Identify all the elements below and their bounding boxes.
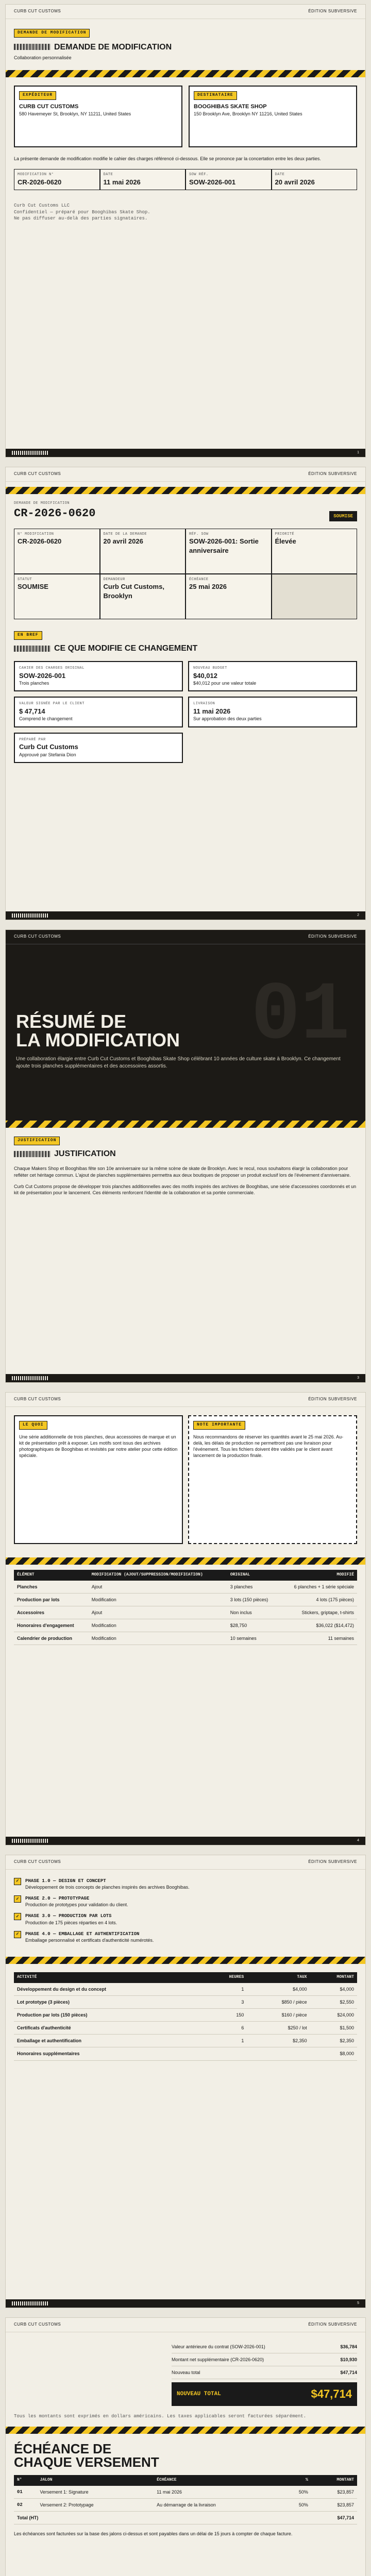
sheet-header: [6, 1855, 365, 1870]
brand-label: CURB CUT CUSTOMS: [14, 1397, 61, 1401]
brand-label: CURB CUT CUSTOMS: [14, 2322, 61, 2327]
column-header: MODIFICATION (AJOUT/SUPPRESSION/MODIFICATION): [89, 1570, 227, 1581]
hero-lead: Une collaboration élargie entre Curb Cut Customs et Booghibas Skate Shop célébrant 10 années de culture skate à Brooklyn. Ce changement ajoute trois planches supplémentaires et des accessoires assortis.: [16, 1056, 341, 1069]
sheet-header: [6, 5, 365, 19]
schedule-title-2: CHAQUE VERSEMENT: [14, 2454, 159, 2470]
total-line: Nouveau total $47,714: [172, 2366, 357, 2379]
total-line: Montant net supplémentaire (CR-2026-0620) $10,930: [172, 2353, 357, 2366]
hazard-stripe: [6, 1957, 365, 1964]
justification-tag: JUSTIFICATION: [14, 1137, 60, 1145]
note-card: [188, 1415, 357, 1544]
table-row: Certificats d'authenticité 6 $250 / lot $1,500: [14, 2022, 357, 2035]
justification-p2: Curb Cut Customs propose de développer trois planches additionnelles avec des motifs inspirés des archives de Booghibas, une série d'accessoires coordonnés et un kit de présentation pour le lancement. Ces éléments renforcent l'identité de la collaboration et sa portée commerciale.: [14, 1183, 357, 1195]
column-header: ÉLÉMENT: [14, 1570, 89, 1581]
table-row: 01 Versement 1: Signature 11 mai 2026 50% $23,857: [14, 2486, 357, 2499]
sheet-cover: [5, 4, 366, 457]
schedule-table: [14, 2475, 357, 2524]
column-header: JALON: [37, 2475, 154, 2486]
recipient-name: BOOGHIBAS SKATE SHOP: [194, 104, 267, 110]
edition-label: ÉDITION SUBVERSIVE: [308, 2322, 357, 2327]
column-header: ACTIVITÉ: [14, 1972, 205, 1983]
table-row: Développement du design et du concept 1 $4,000 $4,000: [14, 1983, 357, 1996]
section-tag: EN BREF: [14, 631, 42, 640]
sheet-header: [6, 930, 365, 944]
edition-label: ÉDITION SUBVERSIVE: [308, 9, 357, 13]
info-cell: PRIORITÉ Élevée: [272, 529, 358, 574]
info-cell: RÉF. SOW SOW-2026-001: Sortie anniversaire: [185, 529, 272, 574]
hero-block: [6, 930, 365, 1121]
table-row: Production par lots (150 pièces) 150 $160 / pièce $24,000: [14, 2009, 357, 2022]
barcode-icon: [12, 1376, 48, 1380]
column-header: %: [281, 2475, 311, 2486]
sheet-rationale: [5, 929, 366, 1383]
hero-watermark: 01: [250, 970, 350, 1063]
info-cell: ÉCHÉANCE 25 mai 2026: [185, 574, 272, 619]
brand-label: CURB CUT CUSTOMS: [14, 1859, 61, 1864]
check-icon: ✓: [14, 1878, 21, 1885]
sheet-footer: 5: [6, 2299, 365, 2308]
grand-total: NOUVEAU TOTAL $47,714: [172, 2382, 357, 2406]
table-row: Accessoires Ajout Non inclus Stickers, griptape, t-shirts: [14, 1606, 357, 1619]
justification-p1: Chaque Makers Shop et Booghibas fête son 10e anniversaire sur la même scène de skate de Brooklyn. Avec le recul, nous souhaitons élargir la collaboration pour refléter cet héritage commun. L'ajout de planches supplémentaires permettra aux deux boutiques de proposer un produit exclusif lors de l'événement d'anniversaire.: [14, 1166, 351, 1178]
recipient-address: 150 Brooklyn Ave, Brooklyn NY 11216, United States: [194, 111, 302, 116]
table-row: Calendrier de production Modification 10 semaines 11 semaines: [14, 1632, 357, 1645]
hazard-stripe: [6, 487, 365, 494]
info-cell: DATE DE LA DEMANDE 20 avril 2026: [100, 529, 186, 574]
phase-item: ✓ PHASE 2.0 — PROTOTYPAGE Production de prototypes pour validation du client.: [14, 1895, 357, 1908]
justification-title: JUSTIFICATION: [54, 1149, 116, 1158]
table-row: 02 Versement 2: Prototypage Au démarrage de la livraison 50% $23,857: [14, 2498, 357, 2511]
sheet-header: [6, 467, 365, 482]
recipient-label: DESTINATAIRE: [194, 91, 237, 100]
field-cell: DATE 20 avril 2026: [272, 169, 358, 190]
hero-title-1: RÉSUMÉ DE: [16, 1011, 127, 1032]
column-header: ORIGINAL: [227, 1570, 279, 1581]
info-cell: DEMANDEUR Curb Cut Customs, Brooklyn: [100, 574, 186, 619]
sheet-scope: [5, 1392, 366, 1845]
hero-title-2: LA MODIFICATION: [16, 1029, 180, 1050]
barcode-icon: [12, 1839, 48, 1843]
barcode-icon: [12, 2301, 48, 2306]
sheet-summary: [5, 467, 366, 920]
check-icon: ✓: [14, 1913, 21, 1920]
total-line: Valeur antérieure du contrat (SOW-2026-001) $36,784: [172, 2341, 357, 2353]
sender-name: CURB CUT CUSTOMS: [19, 104, 79, 110]
table-row: Planches Ajout 3 planches 6 planches + 1 série spéciale: [14, 1581, 357, 1594]
sheet-header: [6, 1393, 365, 1407]
column-header: MONTANT: [310, 1972, 357, 1983]
barcode-icon: [12, 913, 48, 918]
phase-item: ✓ PHASE 1.0 — DESIGN ET CONCEPT Développement de trois concepts de planches inspirés des archives Booghibas.: [14, 1878, 357, 1890]
table-row: Honoraires supplémentaires $8,000: [14, 2047, 357, 2060]
changes-table: [14, 1570, 357, 1646]
column-header: MONTANT: [311, 2475, 357, 2486]
what-card: [14, 1415, 183, 1544]
sheet-header: [6, 2318, 365, 2332]
cover-note: Curb Cut Customs LLC Confidentiel — préparé pour Booghibas Skate Shop. Ne pas diffuser au-delà des parties signataires.: [14, 203, 150, 221]
hazard-stripe: [6, 70, 365, 77]
column-header: N°: [14, 2475, 37, 2486]
table-row: Lot prototype (3 pièces) 3 $850 / pièce $2,550: [14, 1995, 357, 2008]
summary-card: VALEUR SIGNÉE PAR LE CLIENT $ 47,714 Comprend le changement: [14, 697, 183, 727]
sender-address: 580 Havemeyer St, Brooklyn, NY 11211, United States: [19, 111, 131, 116]
schedule-footer-text: Les échéances sont facturées sur la base des jalons ci-dessus et sont payables dans un délai de 15 jours à compter de chaque facture.: [14, 2531, 293, 2537]
sheet-footer: 4: [6, 1837, 365, 1845]
edition-label: ÉDITION SUBVERSIVE: [308, 1859, 357, 1864]
edition-label: ÉDITION SUBVERSIVE: [308, 1397, 357, 1401]
summary-card: PRÉPARÉ PAR Curb Cut Customs Approuvé par Stefania Dion: [14, 733, 183, 763]
edition-label: ÉDITION SUBVERSIVE: [308, 934, 357, 939]
table-row: Production par lots Modification 3 lots (150 pièces) 4 lots (175 pièces): [14, 1593, 357, 1606]
barcode-icon: [14, 44, 50, 50]
sheet-phases: [5, 1855, 366, 2308]
sender-box: [14, 86, 182, 147]
status-badge: SOUMISE: [329, 511, 357, 521]
brand-label: CURB CUT CUSTOMS: [14, 471, 61, 476]
total-note: Tous les montants sont exprimés en dollars américains. Les taxes applicables seront facturées séparément.: [14, 2413, 307, 2419]
summary-card: CAHIER DES CHARGES ORIGINAL SOW-2026-001 Trois planches: [14, 661, 183, 691]
schedule-title-1: ÉCHÉANCE DE: [14, 2441, 112, 2457]
info-cell: N° MODIFICATION CR-2026-0620: [14, 529, 100, 574]
hazard-stripe: [6, 1557, 365, 1565]
field-cell: MODIFICATION N° CR-2026-0620: [14, 169, 100, 190]
brand-label: CURB CUT CUSTOMS: [14, 9, 61, 13]
what-title: LE QUOI: [19, 1421, 47, 1430]
cover-title: DEMANDE DE MODIFICATION: [54, 42, 172, 52]
info-cell: STATUT SOUMISE: [14, 574, 100, 619]
cover-tag: DEMANDE DE MODIFICATION: [14, 29, 90, 38]
what-text: Une série additionnelle de trois planches, deux accessoires de marque et un kit de présentation prêt à exposer. Les motifs sont issus des archives photographiques de Booghibas et revisités par notre atelier pour cette édition spéciale.: [19, 1434, 178, 1459]
column-header: HEURES: [205, 1972, 247, 1983]
sheet-payment: [5, 2317, 366, 2576]
barcode-icon: [12, 451, 48, 455]
sheet-footer: 1: [6, 449, 365, 457]
summary-card: NOUVEAU BUDGET $40,012 $40,012 pour une valeur totale: [188, 661, 357, 691]
note-title: NOTE IMPORTANTE: [193, 1421, 245, 1430]
column-header: ÉCHÉANCE: [154, 2475, 281, 2486]
field-cell: DATE 11 mai 2026: [100, 169, 186, 190]
cost-table: [14, 1972, 357, 2061]
cover-subtitle: Collaboration personnalisée: [14, 55, 72, 61]
sheet-footer: 2: [6, 911, 365, 920]
phase-item: ✓ PHASE 3.0 — PRODUCTION PAR LOTS Production de 175 pièces réparties en 4 lots.: [14, 1913, 357, 1925]
barcode-icon: [14, 1151, 50, 1157]
phase-item: ✓ PHASE 4.0 — EMBALLAGE ET AUTHENTIFICATION Emballage personnalisé et certificats d'authenticité numérotés.: [14, 1931, 357, 1943]
table-row: Emballage et authentification 1 $2,350 $2,350: [14, 2035, 357, 2047]
hazard-stripe: [6, 1121, 365, 1128]
field-cell: SOW RÉF. SOW-2026-001: [185, 169, 272, 190]
check-icon: ✓: [14, 1895, 21, 1903]
column-header: MODIFIÉ: [279, 1570, 357, 1581]
section-title: CE QUE MODIFIE CE CHANGEMENT: [54, 643, 198, 653]
cover-intro: La présente demande de modification modifie le cahier des charges référencé ci-dessous. Elle se prononce par la concertation entre les deux parties.: [14, 156, 321, 162]
summary-tag: DEMANDE DE MODIFICATION: [14, 501, 70, 505]
sheet-footer: 3: [6, 1374, 365, 1382]
change-id: CR-2026-0620: [14, 507, 96, 520]
recipient-box: [189, 86, 357, 147]
check-icon: ✓: [14, 1931, 21, 1938]
table-row: Honoraires d'engagement Modification $28,750 $36,022 ($14,472): [14, 1619, 357, 1632]
column-header: TAUX: [247, 1972, 310, 1983]
sender-label: EXPÉDITEUR: [19, 91, 56, 100]
edition-label: ÉDITION SUBVERSIVE: [308, 471, 357, 476]
table-row-total: Total (HT) $47,714: [14, 2512, 357, 2524]
summary-card: LIVRAISON 11 mai 2026 Sur approbation des deux parties: [188, 697, 357, 727]
info-cell-empty: [272, 574, 358, 619]
note-text: Nous recommandons de réserver les quantités avant le 25 mai 2026. Au-delà, les délais de production ne permettront pas une livraison pour l'événement. Tous les fichiers doivent être validés par le client avant lancement de la production finale.: [193, 1434, 344, 1459]
barcode-icon: [14, 646, 50, 652]
hazard-stripe: [6, 2427, 365, 2434]
brand-label: CURB CUT CUSTOMS: [14, 934, 61, 939]
